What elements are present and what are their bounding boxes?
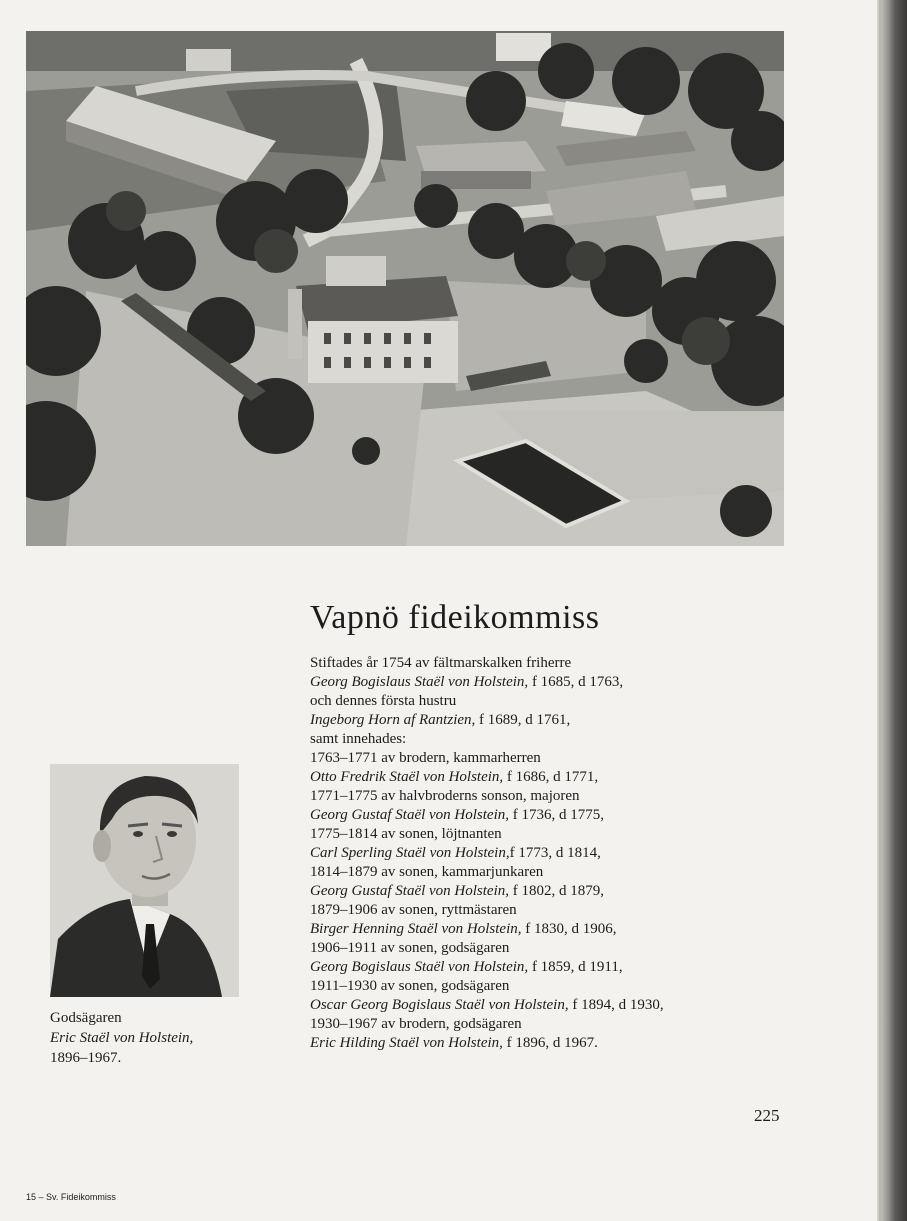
- body-line: 1906–1911 av sonen, godsägaren: [310, 940, 510, 956]
- page-title: Vapnö fideikommiss: [310, 599, 600, 636]
- body-line: 1763–1771 av brodern, kammarherren: [310, 750, 541, 766]
- body-line: Birger Henning Staël von Holstein, f 1830, d 1906,: [310, 921, 617, 937]
- portrait-photo: [50, 764, 239, 997]
- body-line: 1814–1879 av sonen, kammarjunkaren: [310, 864, 544, 880]
- body-line: Carl Sperling Staël von Holstein,f 1773, d 1814,: [310, 845, 601, 861]
- body-line: Ingeborg Horn af Rantzien, f 1689, d 1761,: [310, 712, 571, 728]
- body-line: Stiftades år 1754 av fältmarskalken friherre: [310, 655, 572, 671]
- aerial-photo-estate: [26, 31, 784, 546]
- body-line: Georg Bogislaus Staël von Holstein, f 1685, d 1763,: [310, 674, 624, 690]
- body-line: och dennes första hustru: [310, 693, 457, 709]
- body-line: 1930–1967 av brodern, godsägaren: [310, 1016, 522, 1032]
- portrait-drawing: [50, 764, 239, 997]
- caption-line-1: Godsägaren: [50, 1010, 122, 1026]
- body-line: Georg Gustaf Staël von Holstein, f 1736, d 1775,: [310, 807, 605, 823]
- body-line: Georg Bogislaus Staël von Holstein, f 1859, d 1911,: [310, 959, 623, 975]
- body-line: samt innehades:: [310, 731, 407, 747]
- body-line: Otto Fredrik Staël von Holstein, f 1686, d 1771,: [310, 769, 599, 785]
- body-line: Georg Gustaf Staël von Holstein, f 1802, d 1879,: [310, 883, 605, 899]
- page-edge: [877, 0, 907, 1221]
- body-line: Oscar Georg Bogislaus Staël von Holstein, f 1894, d 1930,: [310, 997, 664, 1013]
- body-line: 1771–1775 av halvbroderns sonson, majoren: [310, 788, 580, 804]
- page-edge-line: [879, 0, 881, 1221]
- body-line: Eric Hilding Staël von Holstein, f 1896, d 1967.: [310, 1035, 598, 1051]
- portrait-caption: [50, 1008, 250, 1068]
- body-line: 1911–1930 av sonen, godsägaren: [310, 978, 510, 994]
- footer-signature: 15 – Sv. Fideikommiss: [26, 1192, 116, 1202]
- caption-line-3: 1896–1967.: [50, 1050, 122, 1066]
- body-line: 1775–1814 av sonen, löjtnanten: [310, 826, 502, 842]
- body-text: [310, 654, 780, 1053]
- page-number: 225: [754, 1106, 780, 1125]
- caption-line-2: Eric Staël von Holstein,: [50, 1030, 194, 1046]
- aerial-photo-drawing: [26, 31, 784, 546]
- body-line: 1879–1906 av sonen, ryttmästaren: [310, 902, 517, 918]
